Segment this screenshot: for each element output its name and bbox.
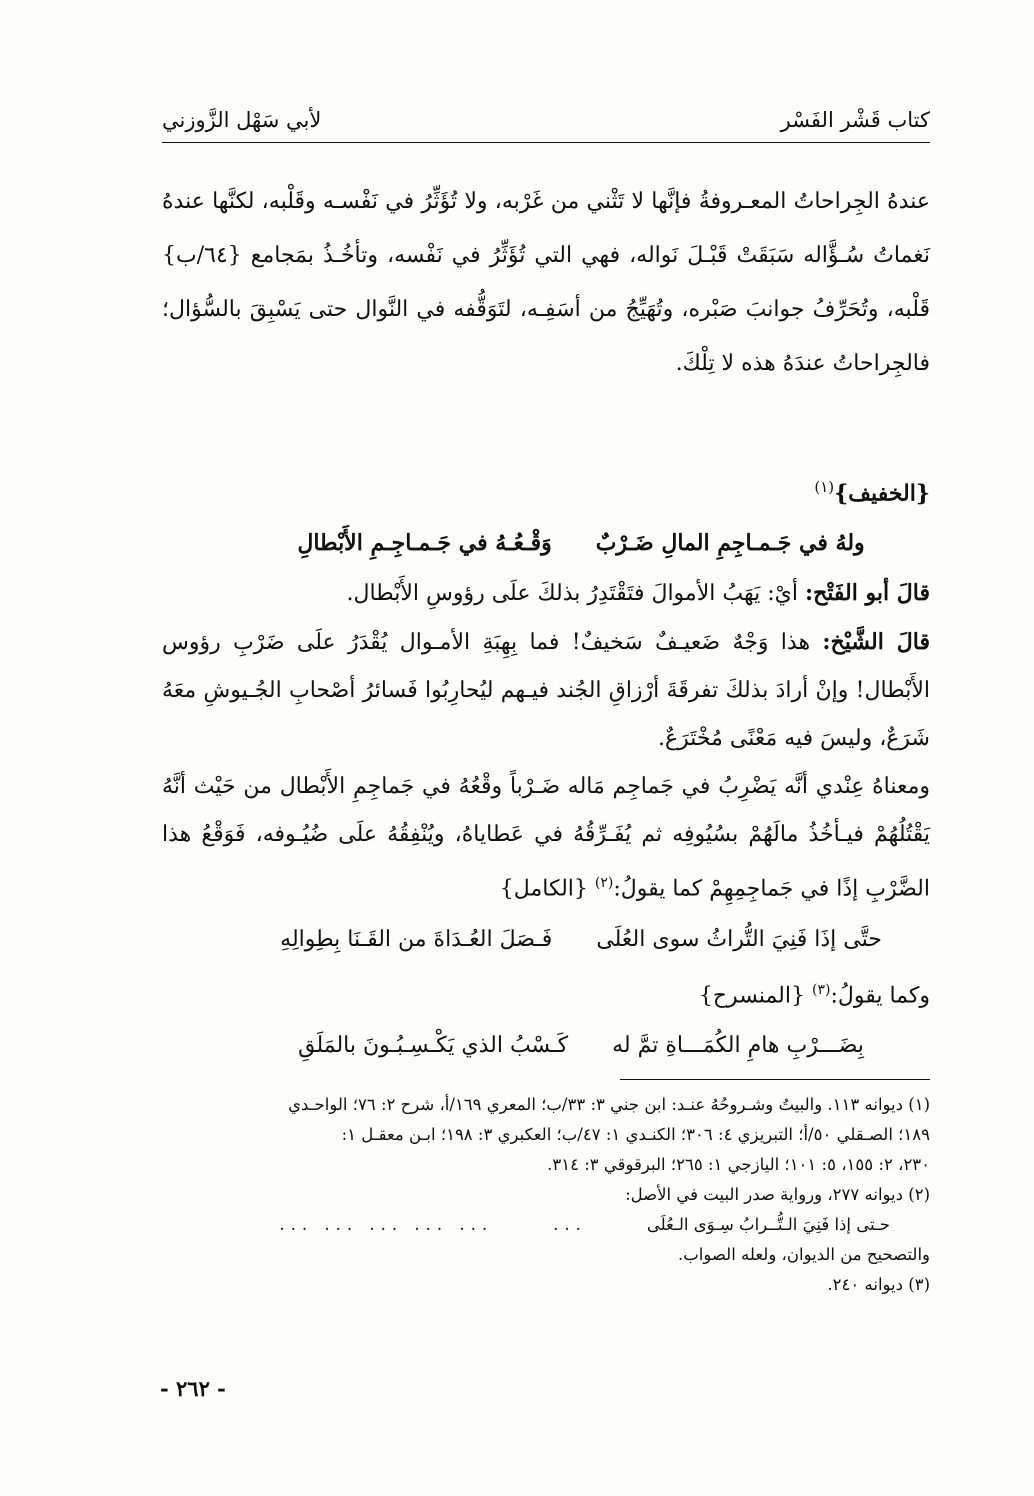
footnote-rule [620, 1079, 930, 1080]
commentary-text: أيْ: يَهَبُ الأموالَ فتَقْتَدِرُ بذلكَ علَى رؤوسِ الأَبْطال. [346, 581, 798, 607]
verse-line [162, 914, 930, 966]
commentary-meaning [162, 763, 930, 913]
verse-hemistich-second: وَقْـعُـهُ في جَـمـاجِـمِ الأَبْطالِ [297, 530, 552, 557]
footnote-ref: (٣) [812, 981, 831, 998]
footnotes [162, 1090, 930, 1300]
commentary-text: ومعناهُ عِنْدي أنَّه يَضْرِبُ في جَماجِم مَاله ضَـرْباً وقْعُهُ في جَماجِمِ الأَبْطال من حَيْث أنَّهُ يَقْتُلُهُمْ فيـأخُذُ مالَهُمْ بسُيُوفِه ثم يُفَـرِّقُهُ في عَطاياهُ، ويُنْفِقُهُ علَى ضُيُـوفه، فَوَقْعُ هذا الضَّرْبِ إذًا في جَماجِمِهِمْ كما يقولُ: [162, 774, 930, 902]
footnote-ref: (٢) [594, 875, 614, 892]
footnote-1-line: ٢٣٠، ٢: ١٥٥، ٥: ١٠١؛ اليازجي ١: ٢٦٥؛ البرقوقي ٣: ٣١٤. [547, 1155, 930, 1174]
verse-hemistich-second: فَـصَلَ العُـدَاةَ من القَـنَا بِطِوالِهِ [280, 926, 553, 952]
author-name: لأبي سَهْل الزَّوزني [162, 108, 322, 132]
footnote-verse-text: حـتى إذا فَنِيَ الـتُّــرابُ سِـوَى الـعُلَى [646, 1215, 890, 1234]
verse-hemistich-first: حتَّى إذَا فَنِيَ التُّراثُ سوى العُلَى [596, 926, 882, 952]
main-text [162, 175, 930, 1072]
meter-label [162, 463, 930, 517]
commentary-text: هذا وَجْهٌ ضَعيـفٌ سَخيفٌ! فما بِهِبَةِ الأمـوال يُقْدَرُ علَى ضَرْبِ رؤوس الأَبْطال! وإنْ أرادَ بذلكَ تفرقَةَ أرْزاقِ الجُند فيـهم ليُحارِبُوا فَسائرُ أصْحابِ الجُـيوشِ معَهُ شَرَعٌ، وليسَ فيه مَعْنًى مُخْتَرَعٌ. [162, 630, 930, 752]
verse-line [162, 517, 930, 569]
meter-name: {المنسرح} [698, 982, 805, 1008]
paragraph: عندهُ الجِراحاتُ المعـروفةُ فإنَّها لا تَثْني من غَرْبه، ولا تُؤَثِّرُ في نَفْسـه وقَلْبه، لكنَّها عندهُ نَغماتُ سُـؤَّاله سَبَقَتْ قَبْـلَ نَواله، فهي التي تُؤَثِّرُ في نَفْسه، وتأخُـذُ بمَجامع {٦٤/ب} قَلْبه، وتُحَرِّفُ جوانبَ صَبْره، وتُهَيِّجُ من أسَفِـه، لتَوَقُّفه في النَّوال حتى يَسْبِقَ بالسُّؤال؛ فالجِراحاتُ عندَهُ هذه لا تِلْكَ. [162, 189, 930, 376]
footnote-3-line: (٣) ديوانه ٢٤٠. [827, 1275, 930, 1294]
book-title: كتاب قَشْر الفَسْر [780, 108, 930, 132]
commentary-sheikh [162, 618, 930, 763]
commentary-text: وكما يقولُ: [830, 982, 930, 1008]
verse-hemistich-first: ولهُ في جَـمـاجِمِ المالِ ضَـرْبٌ [595, 530, 865, 557]
commentary-abu-alfath [162, 569, 930, 618]
verse-hemistich-second: كَـسْبُ الذي يَكْـسِـبُـونَ بالمَلَقِ [298, 1032, 569, 1058]
verse-hemistich-first: بِضَـــرْبِ هامِ الكُمَـــاةِ تمَّ له [612, 1032, 864, 1058]
footnote-ref: (١) [814, 478, 835, 496]
page-number: - ٢٦٢ - [160, 1376, 226, 1401]
footnote-2-verse [162, 1210, 930, 1240]
meter-name: {الكامل} [499, 876, 588, 902]
header-rule [162, 142, 930, 143]
verse-line [162, 1020, 930, 1072]
speaker-label: قالَ أبو الفَتْح: [804, 580, 930, 607]
ellipsis: ... [553, 1215, 587, 1234]
footnote-1-line: (١) ديوانه ١١٣. والبيتُ وشـروحُهُ عنـد: ابن جني ٣: ٣٣/ب؛ المعري ١٦٩/أ، شرح ٢: ٧٦؛ الواحـدي [288, 1095, 930, 1114]
running-header [162, 100, 930, 140]
commentary-kama [162, 966, 930, 1020]
ellipsis: ... ... ... ... ... [279, 1215, 494, 1234]
footnote-1-line: ١٨٩؛ الصـقلي ٥٠/أ؛ التبريزي ٤: ٣٠٦؛ الكنـدي ١: ٤٧/ب؛ العكبري ٣: ١٩٨؛ ابـن معقـل ١: [341, 1125, 930, 1144]
meter-name: {الخفيف} [834, 480, 930, 507]
footnote-2-line: والتصحيح من الديوان، ولعله الصواب. [677, 1245, 930, 1264]
speaker-label: قالَ الشَّيْخ: [822, 629, 931, 656]
footnote-2-line: (٢) ديوانه ٢٧٧، ورواية صدر البيت في الأصل: [625, 1185, 930, 1204]
